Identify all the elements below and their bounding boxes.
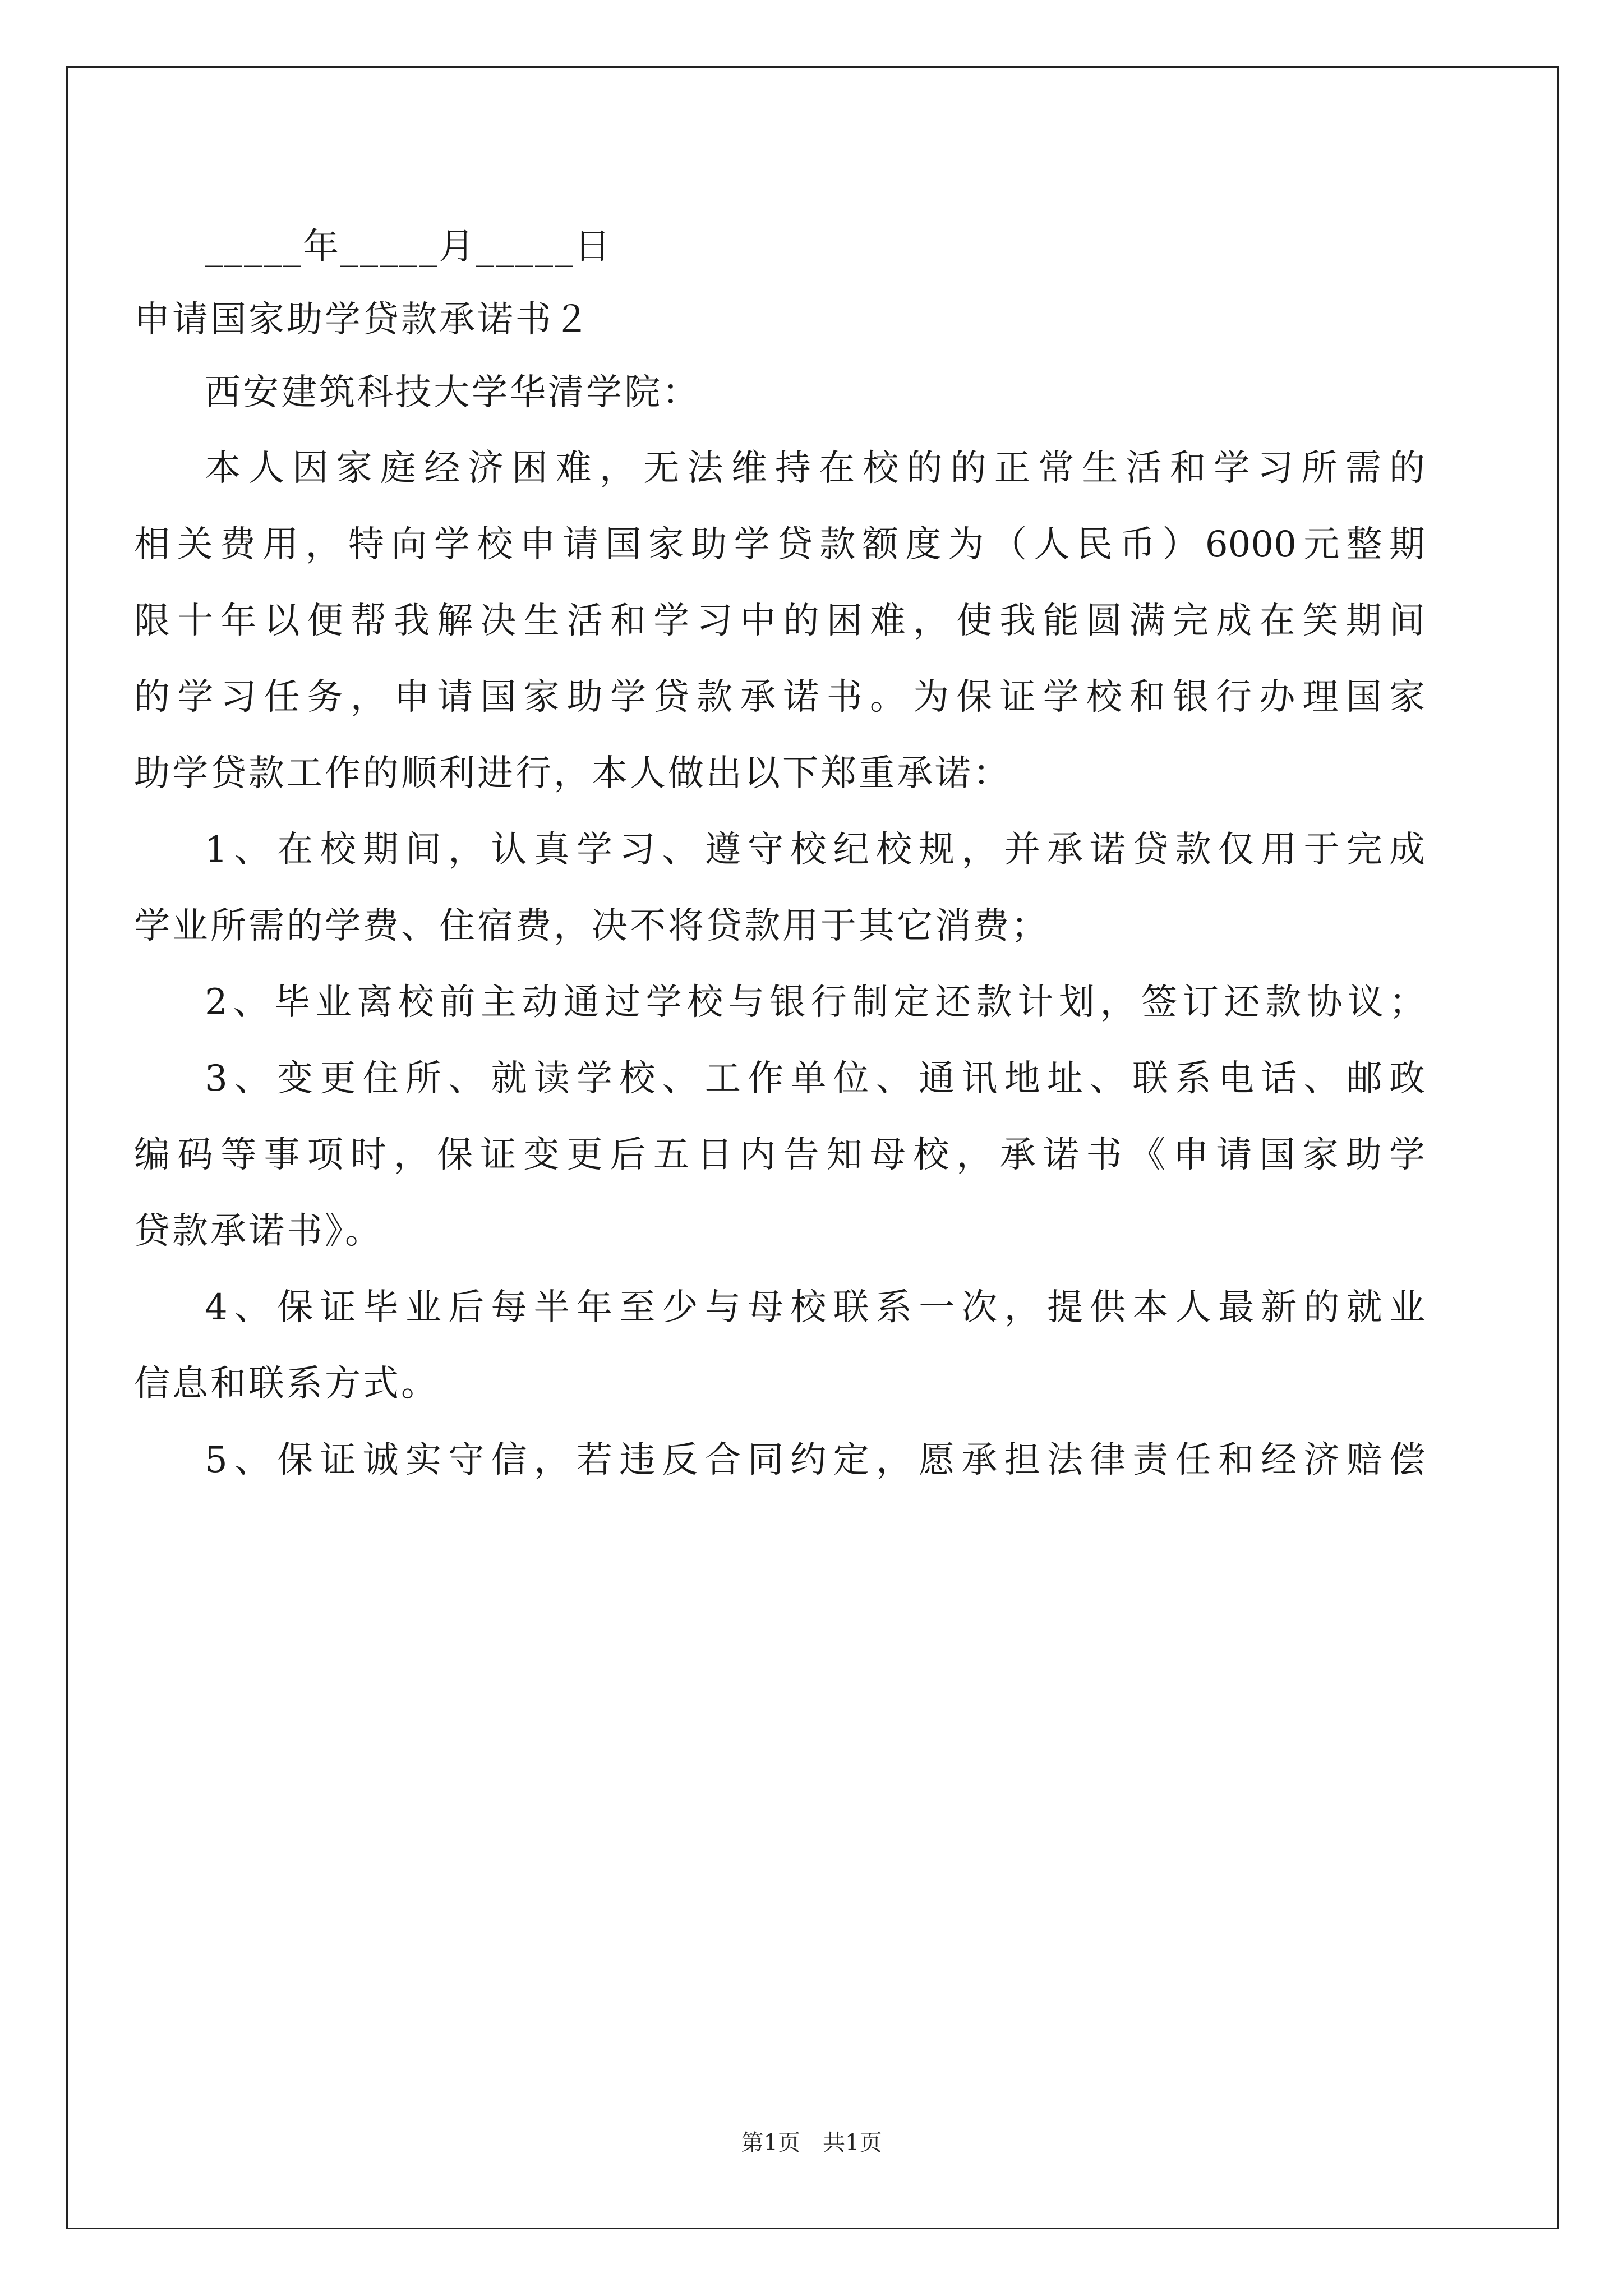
body-line: 2、毕业离校前主动通过学校与银行制定还款计划，签订还款协议； — [205, 982, 1425, 1023]
body-line: 学业所需的学费、住宿费，决不将贷款用于其它消费； — [134, 905, 1049, 947]
body-line: 1、在校期间，认真学习、遵守校纪校规，并承诺贷款仅用于完成 — [205, 829, 1425, 871]
body-line: 贷款承诺书》。 — [134, 1211, 383, 1252]
body-line: 4、保证毕业后每半年至少与母校联系一次，提供本人最新的就业 — [205, 1287, 1425, 1328]
salutation: 西安建筑科技大学华清学院： — [205, 372, 700, 413]
body-line: 3、变更住所、就读学校、工作单位、通讯地址、联系电话、邮政 — [205, 1058, 1425, 1099]
body-line: 编码等事项时，保证变更后五日内告知母校，承诺书《申请国家助学 — [134, 1134, 1425, 1176]
page-footer: 第1页 共1页 — [741, 2130, 882, 2156]
body-line: 相关费用，特向学校申请国家助学贷款额度为（人民币）6000元整期 — [134, 524, 1425, 565]
date-line: _____年_____月_____日 — [205, 226, 612, 268]
body-line: 助学贷款工作的顺利进行，本人做出以下郑重承诺： — [134, 753, 1011, 794]
body-line: 限十年以便帮我解决生活和学习中的困难，使我能圆满完成在笑期间 — [134, 600, 1425, 642]
body-line: 的学习任务，申请国家助学贷款承诺书。为保证学校和银行办理国家 — [134, 677, 1425, 718]
body-line: 本人因家庭经济困难，无法维持在校的的正常生活和学习所需的 — [205, 448, 1425, 489]
body-line: 5、保证诚实守信，若违反合同约定，愿承担法律责任和经济赔偿 — [205, 1439, 1425, 1481]
document-title: 申请国家助学贷款承诺书２ — [134, 299, 592, 341]
body-line: 信息和联系方式。 — [134, 1363, 439, 1405]
